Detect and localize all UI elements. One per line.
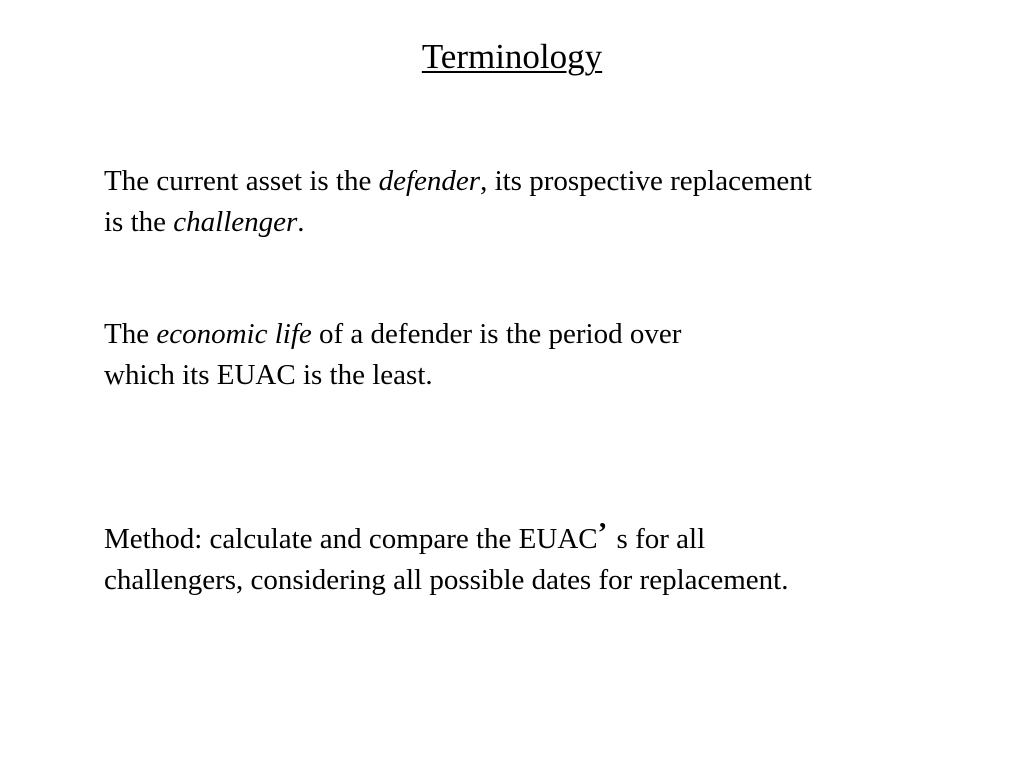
paragraph-line [104,314,681,355]
text-run: . [297,206,305,238]
apostrophe: ’ [597,517,608,549]
term-economic-life: economic life [156,318,312,350]
text-run: s for all [609,523,706,555]
text-run: of a defender is the period over [311,318,682,350]
economic-life-definition [104,314,681,396]
term-challenger: challenger [173,206,298,238]
term-defender: defender [378,165,481,197]
paragraph-line [104,519,788,560]
text-run: , its prospective replacement [480,165,812,197]
paragraph-line: which its EUAC is the least. [104,359,433,391]
text-run: Method: calculate and compare the EUAC [104,523,598,555]
slide-title: Terminology [421,37,603,76]
text-run: is the [104,206,174,238]
text-run: The [104,318,157,350]
text-run: The current asset is the [104,165,379,197]
paragraph-line [104,202,812,243]
paragraph-line: challengers, considering all possible dates for replacement. [104,564,789,596]
defender-challenger-definition [104,161,812,243]
method-description [104,519,788,601]
paragraph-line [104,161,812,202]
